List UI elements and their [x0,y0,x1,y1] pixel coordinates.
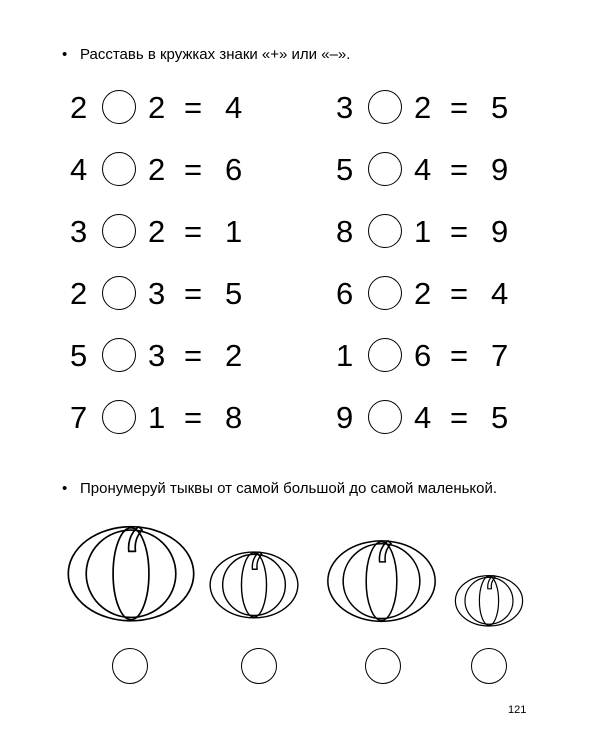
bullet-icon: • [62,46,68,63]
pumpkin-number-circle[interactable] [112,648,148,684]
equation-row [336,148,536,192]
sign-circle[interactable] [102,214,136,248]
pumpkin-largest-icon [62,520,200,632]
operand-a: 9 [336,400,354,435]
operand-a: 3 [336,90,354,125]
equation-row [70,334,270,378]
equals-sign: = [184,152,203,187]
pumpkin-number-circle[interactable] [471,648,507,684]
result: 8 [225,400,243,435]
equals-sign: = [450,90,469,125]
sign-circle[interactable] [102,152,136,186]
equation-row [70,86,270,130]
operand-a: 3 [70,214,88,249]
task1-instruction [62,46,350,63]
pumpkin-medium-large-icon [324,533,439,633]
operand-a: 8 [336,214,354,249]
equation-row [336,334,536,378]
equation-row [70,396,270,440]
result: 5 [225,276,243,311]
result: 4 [225,90,243,125]
result: 9 [491,214,509,249]
sign-circle[interactable] [368,276,402,310]
equals-sign: = [450,276,469,311]
sign-circle[interactable] [368,90,402,124]
result: 7 [491,338,509,373]
sign-circle[interactable] [368,338,402,372]
operand-b: 4 [414,400,432,435]
equals-sign: = [184,90,203,125]
sign-circle[interactable] [368,400,402,434]
pumpkin-number-circle[interactable] [241,648,277,684]
result: 5 [491,400,509,435]
page-number: 121 [508,704,527,716]
pumpkin-number-circle[interactable] [365,648,401,684]
operand-a: 1 [336,338,354,373]
operand-b: 1 [148,400,166,435]
operand-b: 2 [148,152,166,187]
equals-sign: = [450,152,469,187]
sign-circle[interactable] [102,338,136,372]
operand-a: 4 [70,152,88,187]
result: 5 [491,90,509,125]
equals-sign: = [184,400,203,435]
operand-b: 2 [148,214,166,249]
operand-b: 1 [414,214,432,249]
equation-row [336,210,536,254]
operand-b: 2 [414,276,432,311]
equals-sign: = [450,400,469,435]
sign-circle[interactable] [368,152,402,186]
result: 9 [491,152,509,187]
equation-row [70,148,270,192]
equals-sign: = [184,214,203,249]
result: 1 [225,214,243,249]
pumpkin-medium-small-icon [207,543,301,630]
operand-b: 3 [148,338,166,373]
task2-instruction [62,480,497,497]
operand-b: 2 [414,90,432,125]
equals-sign: = [184,338,203,373]
result: 4 [491,276,509,311]
equals-sign: = [450,338,469,373]
operand-a: 2 [70,276,88,311]
equals-sign: = [184,276,203,311]
operand-b: 2 [148,90,166,125]
operand-a: 2 [70,90,88,125]
equation-row [70,210,270,254]
equation-row [336,86,536,130]
result: 6 [225,152,243,187]
operand-b: 3 [148,276,166,311]
sign-circle[interactable] [102,276,136,310]
task2-text: Пронумеруй тыквы от самой большой до самой маленькой. [80,480,498,497]
equals-sign: = [450,214,469,249]
sign-circle[interactable] [102,400,136,434]
sign-circle[interactable] [102,90,136,124]
task1-text: Расставь в кружках знаки «+» или «–». [80,46,351,63]
operand-b: 4 [414,152,432,187]
sign-circle[interactable] [368,214,402,248]
result: 2 [225,338,243,373]
bullet-icon: • [62,480,68,497]
equation-row [336,272,536,316]
operand-a: 7 [70,400,88,435]
operand-a: 6 [336,276,354,311]
pumpkin-smallest-icon [452,572,526,632]
operand-a: 5 [70,338,88,373]
operand-a: 5 [336,152,354,187]
equation-row [70,272,270,316]
equation-row [336,396,536,440]
operand-b: 6 [414,338,432,373]
